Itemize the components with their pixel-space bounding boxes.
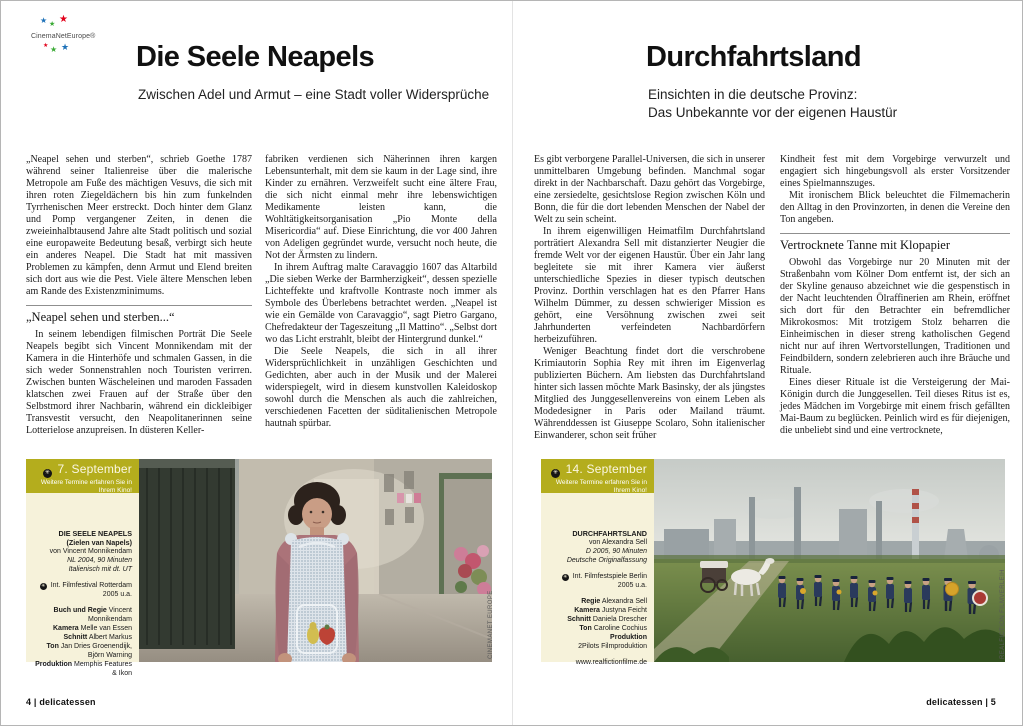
film-title: DURCHFAHRTSLAND	[572, 529, 647, 538]
film-director-line: von Vincent Monnikendam	[49, 548, 132, 555]
film-details: Deutsche Originalfassung	[566, 557, 647, 564]
festival-line	[30, 581, 132, 599]
credit-label: Produktion	[35, 661, 73, 668]
circled-star-icon: ✳	[563, 574, 568, 580]
credit-label: Produktion	[610, 634, 647, 641]
credit-value: Vincent Monnikendam	[88, 607, 132, 623]
credit-value: Melle van Essen	[80, 625, 132, 632]
logo-wordmark: CinemaNetEurope®	[31, 33, 96, 40]
right-article-subtitle	[648, 86, 897, 122]
dark-shutter-doorway	[139, 459, 235, 649]
right-subtitle-line1: Einsichten in die deutsche Provinz:	[648, 87, 858, 102]
credit-value: Alexandra Sell	[601, 598, 647, 605]
article-paragraph: fabriken verdienen sich Näherinnen ihren kargen Lebensunterhalt, mit dem sie kaum in der Lage sind, ihre Kinder zu ernähren. Verzweifelt sucht eine ältere Frau, die sich nicht einmal mehr ihre lebenswichtigen Medikamente leisten kann, die Wohltätigkeitsorganisation „Pio Monte della Misericordia“ auf. Diese Einrichtung, die vor 400 Jahren von Adeligen gegründet wurde, versucht noch heute, die Not der Ärmsten zu lindern.	[265, 154, 497, 261]
page-gutter	[512, 1, 513, 726]
logo-star-icon: ★	[61, 42, 70, 52]
film-website: www.realfictionfilme.de	[575, 659, 647, 666]
film-director-line: von Alexandra Sell	[589, 539, 647, 546]
screening-note: Weitere Termine erfahren Sie in Ihrem Kino!	[555, 479, 647, 494]
film-details: NL 2004, 90 Minuten	[67, 557, 132, 564]
left-article-title: Die Seele Neapels	[136, 41, 375, 73]
right-article-crosshead: Vertrocknete Tanne mit Klopapier	[780, 233, 1010, 251]
circled-star-icon: ✳	[553, 470, 559, 476]
credit-label: Ton	[579, 625, 592, 632]
left-photo-credit: CINEMANET EUROPE	[488, 590, 494, 659]
film-credits-panel	[541, 493, 654, 666]
logo-star-icon: ★	[50, 45, 58, 54]
left-screening-box	[26, 459, 139, 677]
logo-star-icon: ★	[40, 16, 48, 25]
right-subtitle-line2: Das Unbekannte vor der eigenen Haustür	[648, 105, 898, 120]
article-paragraph: Kindheit fest mit dem Vorgebirge verwurzelt und engagiert sich hingebungsvoll als erster Vorsitzender eines Spielmannszuges.	[780, 154, 1010, 189]
credit-label: Schnitt	[567, 616, 591, 623]
right-page-footer: delicatessen | 5	[926, 697, 996, 707]
credit-line	[30, 606, 132, 624]
film-details: D 2005, 90 Minuten	[585, 548, 647, 555]
screening-date-line	[29, 462, 132, 478]
festival-text: Int. Filmfestspiele Berlin 2005 u.a.	[572, 573, 647, 589]
article-paragraph: In ihrem Auftrag malte Caravaggio 1607 das Altarbild „Die sieben Werke der Barmherzigkeit“, dessen spezielle Lichteffekte und kraftvolle Kontraste noch immer als Symbole des Überlebens betrachtet werden. „Neapel ist wie ein Gemälde von Caravaggio“, sagt Pietro Gargano, Chefredakteur der Tageszeitung „Il Mattino“. „Selbst dort wo das Licht erstrahlt, bleibt der Hintergrund dunkel.“	[265, 262, 497, 345]
film-credits-panel	[26, 493, 139, 677]
cinemanet-europe-logo	[26, 15, 126, 61]
festival-line	[545, 572, 647, 590]
screening-date-line	[544, 462, 647, 478]
credit-value: Albert Markus	[88, 634, 132, 641]
screening-note: Weitere Termine erfahren Sie in Ihrem Kino!	[40, 479, 132, 494]
screening-date-header	[541, 459, 654, 493]
film-title: DIE SEELE NEAPELS	[58, 529, 132, 538]
credit-line	[30, 660, 132, 678]
right-photo-credit: REALFICTION FILMVERLEIH	[1000, 569, 1006, 659]
film-original-title: (Zielen van Napels)	[66, 538, 132, 547]
credit-line	[545, 624, 647, 633]
credit-line	[30, 642, 132, 660]
circled-star-icon: ✳	[41, 583, 46, 589]
film-still-durchfahrtsland	[654, 459, 1005, 662]
article-paragraph: Mit ironischem Blick beleuchtet die Filmemacherin den Alltag in den Provinzorten, in denen die Vereine den Ton angeben.	[780, 190, 1010, 225]
article-paragraph: In seinem lebendigen filmischen Porträt Die Seele Neapels begibt sich Vincent Monnikendam mit der Kamera in die Hinterhöfe und schmalen Gassen, in die sich weder Sonnenstrahlen noch Touristen verirren. Zwischen bunten Wäscheleinen und maroden Fassaden klatschen zwei Frauen auf der Straße über den Selbstmord ihrer Nachbarin, während ein dickleibiger Transvestit versucht, den Neapolitanerinnen seine Lotterielose anzupreisen. In düsteren Keller-	[26, 329, 252, 436]
screening-date-header	[26, 459, 139, 493]
credit-line	[30, 633, 132, 642]
credit-line	[30, 624, 132, 633]
credit-label: Kamera	[574, 607, 600, 614]
credit-value: Justyna Feicht	[601, 607, 647, 614]
credit-line	[545, 633, 647, 651]
credit-label: Schnitt	[63, 634, 88, 641]
article-paragraph: Weniger Beachtung findet dort die verschrobene Krimiautorin Sophia Rey mit ihren im Eigenverlag publizierten Büchern. Am liebsten das Durchfahrtsland hinter sich lassen möchte Mark Basinsky, der als jüngstes Mitglied des Junggesellenvereins von einem Leben als Modedesigner in Paris oder Mailand träumt. Währenddessen ist Giuseppe Scolaro, Sohn italienischer Einwanderer, schon seit früher	[534, 346, 765, 441]
credit-line	[545, 615, 647, 624]
credit-value: Memphis Features & Ikon	[74, 661, 132, 677]
article-paragraph: Die Seele Neapels, die sich in all ihrer Widersprüchlichkeit in unzähligen Geschichten und Gedichten, aber auch in der Musik und der Malerei widerspiegelt, wird in diesem kunstvollen Kaleidoskop sowohl durch die Menschen als auch die zahlreichen, verschiedenen Facetten der süditalienischen Metropole hautnah spürbar.	[265, 346, 497, 429]
credit-label: Ton	[46, 643, 59, 650]
left-article-column-1	[26, 154, 252, 437]
right-article-column-2	[780, 154, 1010, 437]
logo-star-icon: ★	[43, 43, 49, 49]
credit-line	[545, 606, 647, 615]
credit-label: Kamera	[53, 625, 79, 632]
screening-date: 7. September	[57, 462, 132, 476]
credit-label: Regie	[581, 598, 601, 605]
credit-value: Jan Dries Groenendijk, Björn Warning	[60, 643, 132, 659]
logo-star-icon: ★	[49, 21, 56, 28]
left-article-crosshead: „Neapel sehen und sterben...“	[26, 305, 252, 323]
credit-label: Buch und Regie	[53, 607, 107, 614]
article-paragraph: „Neapel sehen und sterben“, schrieb Goethe 1787 während seiner Italienreise über die malerische Metropole am Fuße des mächtigen Vesuvs, die sich mit ihren roten Ziegeldächern bis hin zum funkelnden Tyrrhenischen Meer erstreckt. Doch hinter dem Glanz und Pomp vergangener Zeiten, in denen die zweieinhalbtausend Jahre alte Stadt politisch und sozial eine europaweite Bedeutung besaß, verbirgt sich heute ein anderes Neapel. Die Stadt hat mit massiven Problemen zu kämpfen, denn Armut und Elend breiten sich dort aus wie die Pest. Viele ältere Menschen leben am Rande des Existenzminimums.	[26, 154, 252, 297]
hanging-laundry	[397, 493, 421, 503]
right-screening-box	[541, 459, 654, 666]
credit-value: 2Pilots Filmproduktion	[578, 643, 647, 650]
credit-line	[545, 597, 647, 606]
article-paragraph: Es gibt verborgene Parallel-Universen, die sich in unserer unmittelbaren Umgebung befinden. Manchmal sogar direkt in der Nachbarschaft. Dazu gehört das Vorgebirge, eine zersiedelte, gesichtslose Region zwischen Köln und Bonn, die für die dort lebenden Menschen der Nabel der Welt zu sein scheint.	[534, 154, 765, 225]
logo-star-icon: ★	[59, 14, 68, 25]
left-article-subtitle: Zwischen Adel und Armut – eine Stadt voller Widersprüche	[138, 87, 490, 102]
right-article-column-1	[534, 154, 765, 442]
festival-text: Int. Filmfestival Rotterdam 2005 u.a.	[50, 582, 132, 598]
credit-value: Caroline Cochius	[593, 625, 647, 632]
credit-value: Daniela Drescher	[592, 616, 647, 623]
right-article-title: Durchfahrtsland	[646, 41, 861, 73]
article-paragraph: In ihrem eigenwilligen Heimatfilm Durchfahrtsland porträtiert Alexandra Sell mit distanzierter Neugier die fremde Welt vor der eigenen Haustür. Über ein Jahr lang begleitete sie mit ihrer Kamera vier äußerst unterschiedliche Spezies in dieser typisch deutschen Provinz. Dorthin verschlagen hat es den Pfarrer Hans Wilhelm Dümmer, zu dessen schwieriger Mission es gehört, eine Versöhnung zwischen zwei seit Jahrhunderten verfeindeten Nachbardörfern herbeizuführen.	[534, 226, 765, 345]
circled-star-icon: ✳	[44, 470, 51, 476]
left-page-footer: 4 | delicatessen	[26, 697, 96, 707]
article-paragraph: Obwohl das Vorgebirge nur 20 Minuten mit der Straßenbahn vom Kölner Dom entfernt ist, der sich an der Skyline genauso abzeichnet wie die gespenstisch in der Nacht leuchtenden Ölraffinerien am Rhein, eröffnet sich dort für den Betrachter ein befremdlicher Mikrokosmos: Mit trotzigem Stolz beharren die Einheimischen in dieser streng katholischen Gegend nicht nur auf ihren Wertvorstellungen, Traditionen und Feindbildern, sondern zelebrieren auch ihre Bräuche und Rituale.	[780, 257, 1010, 376]
left-article-column-2	[265, 154, 497, 430]
screening-date: 14. September	[565, 462, 647, 476]
article-paragraph: Eines dieser Rituale ist die Versteigerung der Mai-Königin durch die Junggesellen. Teil dieses Ritus ist es, jedes Mädchen im Vorgebirge mit einem frisch gefällten Mai-Baum zu beglücken. Peinlich wird es für diejenigen, die unbeliebt sind und eine vertrocknete,	[780, 377, 1010, 436]
film-still-die-seele-neapels	[139, 459, 492, 662]
film-details: Italienisch mit dt. UT	[68, 566, 132, 573]
